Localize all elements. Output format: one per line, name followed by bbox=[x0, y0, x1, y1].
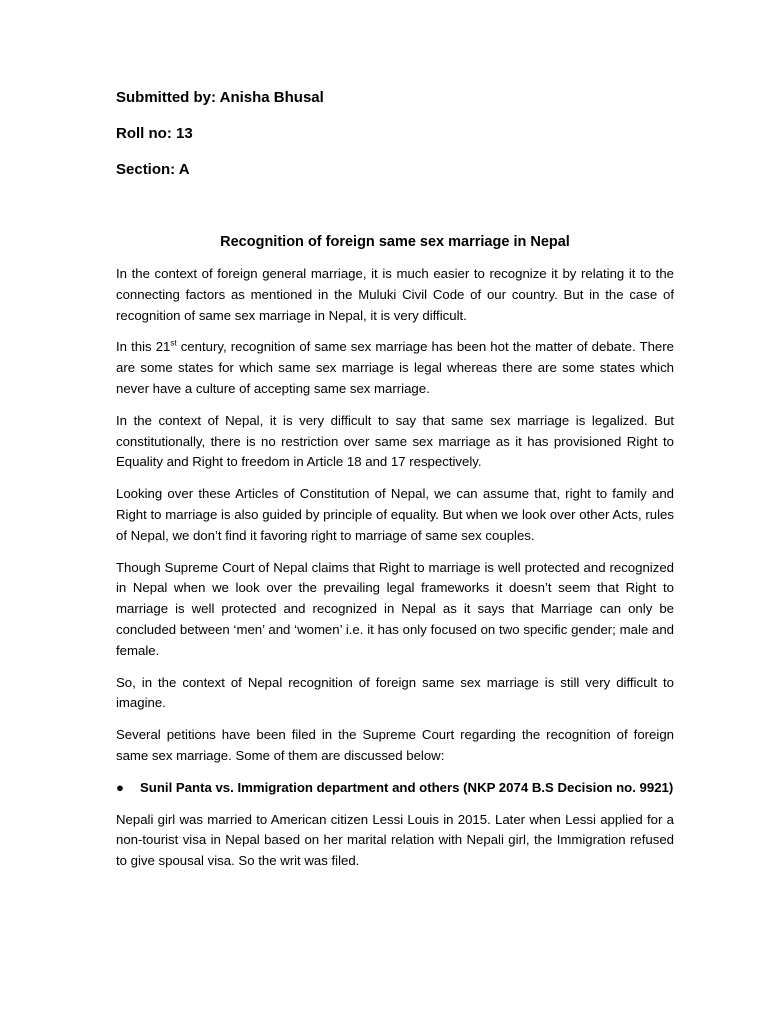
paragraph-2-start: In this 21 bbox=[116, 339, 171, 355]
paragraph-1: In the context of foreign general marriage, it is much easier to recognize it by relating it to the connecting factors as mentioned in the Muluki Civil Code of our country. But in the case of recognition of same sex marriage in Nepal, it is very difficult. bbox=[116, 266, 674, 323]
document-title: Recognition of foreign same sex marriage in Nepal bbox=[220, 234, 570, 250]
case-list-item bbox=[116, 778, 674, 799]
paragraph-3: In the context of Nepal, it is very difficult to say that same sex marriage is legalized. But constitutionally, there is no restriction over same sex marriage as it has provisioned Right to Equality and Right to freedom in Article 18 and 17 respectively. bbox=[116, 412, 674, 470]
case-heading: Sunil Panta vs. Immigration department and others (NKP 2074 B.S Decision no. 9921) bbox=[140, 779, 674, 795]
paragraph-5: Though Supreme Court of Nepal claims that Right to marriage is well protected and recognized in Nepal when we look over the prevailing legal frameworks it doesn’t seem that Right to marriage is well protected and recognized in Nepal as it says that Marriage can only be concluded between ‘men’ and ‘women’ i.e. it has only focused on two specific gender; male and female. bbox=[116, 559, 674, 658]
submitted-by: Submitted by: Anisha Bhusal bbox=[116, 89, 324, 106]
section: Section: A bbox=[116, 161, 190, 178]
paragraph-7: Several petitions have been filed in the Supreme Court regarding the recognition of foreign same sex marriage. Some of them are discussed below: bbox=[116, 727, 674, 763]
paragraph-8: Nepali girl was married to American citizen Lessi Louis in 2015. Later when Lessi applied for a non-tourist visa in Nepal based on her marital relation with Nepali girl, the Immigration refused to give spousal visa. So the writ was filed. bbox=[116, 811, 674, 869]
ordinal-suffix: st bbox=[170, 339, 177, 348]
paragraph-2 bbox=[116, 337, 674, 399]
paragraph-4: Looking over these Articles of Constitution of Nepal, we can assume that, right to family and Right to marriage is also guided by principle of equality. But when we look over other Acts, rules of Nepal, we don’t find it favoring right to marriage of same sex couples. bbox=[116, 486, 674, 543]
paragraph-2-rest: century, recognition of same sex marriage has been hot the matter of debate. There are some states for which same sex marriage is legal whereas there are some states which never have a culture of accepting same sex marriage. bbox=[116, 339, 674, 396]
paragraph-6: So, in the context of Nepal recognition of foreign same sex marriage is still very difficult to imagine. bbox=[116, 674, 674, 711]
roll-number: Roll no: 13 bbox=[116, 125, 193, 142]
bullet-icon: ● bbox=[116, 779, 124, 795]
